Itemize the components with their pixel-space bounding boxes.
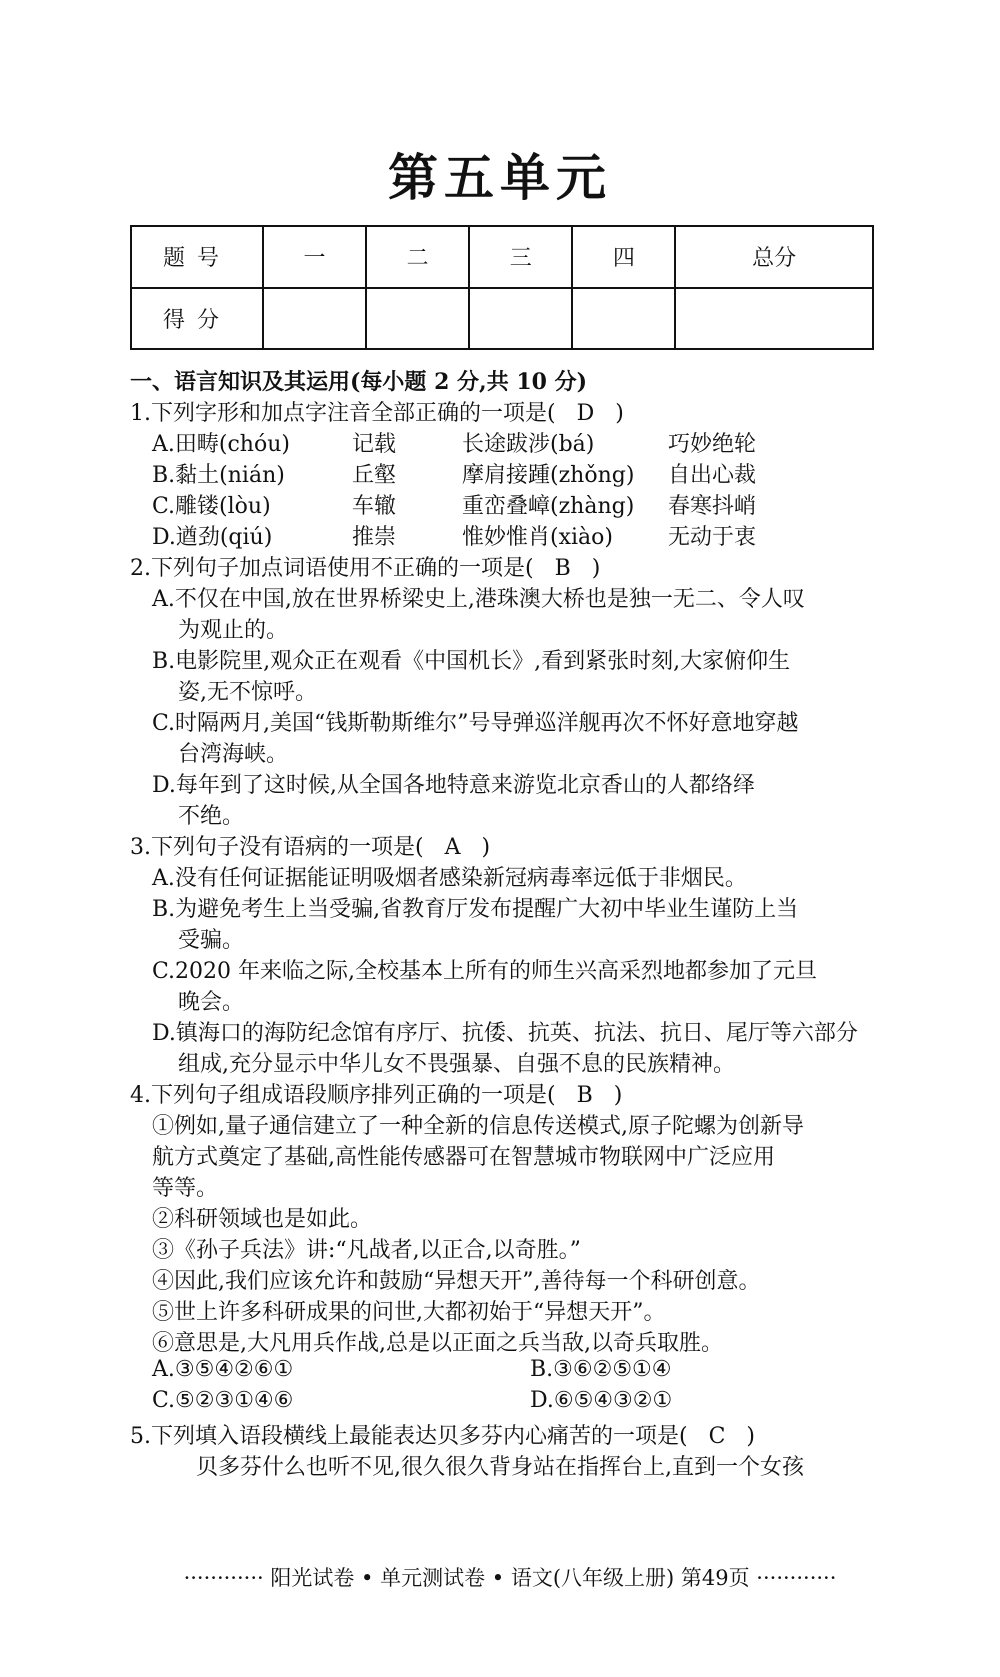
option-cell: C.雕镂(lòu) [152,494,271,519]
sentence-line: ②科研领域也是如此。 [152,1207,373,1232]
answer-mark: B [554,556,571,581]
score-header-cell: 四 [572,226,675,288]
section-heading: 一、语言知识及其运用(每小题 2 分,共 10 分) [130,369,588,395]
question-1-stem [130,396,624,427]
sentence-line: 航方式奠定了基础,高性能传感器可在智慧城市物联网中广泛应用 [152,1145,775,1170]
option-cell: B.③⑥②⑤①④ [530,1357,672,1382]
option-line: A.没有任何证据能证明吸烟者感染新冠病毒率远低于非烟民。 [152,866,747,891]
bracket-close: ) [481,835,491,860]
passage-line: 贝多芬什么也听不见,很久很久背身站在指挥台上,直到一个女孩 [196,1455,804,1480]
option-cell: A.③⑤④②⑥① [152,1357,294,1382]
question-stem-text: 1.下列字形和加点字注音全部正确的一项是( [130,401,556,426]
bracket-close: ) [746,1424,756,1449]
option-cell: C.⑤②③①④⑥ [152,1388,294,1413]
option-cell: D.遒劲(qiú) [152,525,273,550]
bracket-close: ) [615,401,624,426]
option-line: 不绝。 [178,804,245,829]
option-cell: 丘壑 [352,463,397,488]
sentence-line: ⑤世上许多科研成果的问世,大都初始于“异想天开”。 [152,1300,666,1325]
score-blank-cell[interactable] [469,288,572,350]
sentence-line: ⑥意思是,大凡用兵作战,总是以正面之兵当敌,以奇兵取胜。 [152,1331,723,1356]
option-cell: 推崇 [352,525,397,550]
sentence-line: ①例如,量子通信建立了一种全新的信息传送模式,原子陀螺为创新导 [152,1114,804,1139]
option-cell: 车辙 [352,494,397,519]
option-line: 晚会。 [178,990,245,1015]
option-cell: 春寒抖峭 [668,494,757,519]
bracket-close: ) [591,556,601,581]
option-line: 为观止的。 [178,618,289,643]
option-line: D.每年到了这时候,从全国各地特意来游览北京香山的人都络绎 [152,773,755,798]
question-stem-text: 2.下列句子加点词语使用不正确的一项是( [130,556,534,581]
option-cell: 记载 [352,432,397,457]
score-header-cell: 二 [366,226,469,288]
score-row-label: 得分 [131,288,263,350]
answer-mark: B [576,1083,593,1108]
option-line: B.为避免考生上当受骗,省教育厅发布提醒广大初中毕业生谨防上当 [152,897,799,922]
option-cell: 长途跋涉(bá) [462,432,595,457]
score-header-cell: 三 [469,226,572,288]
option-line: C.时隔两月,美国“钱斯勒斯维尔”号导弹巡洋舰再次不怀好意地穿越 [152,711,799,736]
score-table [130,225,874,350]
option-cell: B.黏土(nián) [152,463,285,488]
question-stem-text: 3.下列句子没有语病的一项是( [130,835,424,860]
question-4-stem [130,1078,622,1109]
score-blank-cell[interactable] [263,288,366,350]
score-header-cell: 题号 [131,226,263,288]
score-table-score-row [131,288,873,350]
bracket-close: ) [613,1083,623,1108]
question-5-stem [130,1419,755,1450]
option-line: D.镇海口的海防纪念馆有序厅、抗倭、抗英、抗法、抗日、尾厅等六部分 [152,1021,858,1046]
score-table-header-row [131,226,873,288]
option-line: 受骗。 [178,928,245,953]
sentence-line: 等等。 [152,1176,219,1201]
question-stem-text: 4.下列句子组成语段顺序排列正确的一项是( [130,1083,556,1108]
answer-mark: D [576,401,595,426]
option-line: 台湾海峡。 [178,742,289,767]
answer-mark: A [444,835,461,860]
option-cell: 巧妙绝轮 [668,432,757,457]
option-line: C.2020 年来临之际,全校基本上所有的师生兴高采烈地都参加了元旦 [152,959,818,984]
option-cell: 自出心裁 [668,463,757,488]
option-cell: 摩肩接踵(zhǒng) [462,463,635,488]
sentence-line: ③《孙子兵法》讲:“凡战者,以正合,以奇胜。” [152,1238,581,1263]
option-line: A.不仅在中国,放在世界桥梁史上,港珠澳大桥也是独一无二、令人叹 [152,587,805,612]
score-header-cell: 一 [263,226,366,288]
page-footer: ············ 阳光试卷 • 单元测试卷 • 语文(八年级上册) 第49页 ············ [183,1566,837,1590]
question-2-stem [130,551,600,582]
sentence-line: ④因此,我们应该允许和鼓励“异想天开”,善待每一个科研创意。 [152,1269,761,1294]
score-blank-cell[interactable] [572,288,675,350]
answer-mark: C [708,1424,726,1449]
score-header-cell: 总分 [675,226,873,288]
page-title: 第五单元 [388,148,612,207]
option-cell: D.⑥⑤④③②① [530,1388,673,1413]
option-cell: 惟妙惟肖(xiào) [462,525,613,550]
question-3-stem [130,830,490,861]
option-cell: A.田畴(chóu) [152,432,290,457]
question-stem-text: 5.下列填入语段横线上最能表达贝多芬内心痛苦的一项是( [130,1424,688,1449]
option-line: 组成,充分显示中华儿女不畏强暴、自强不息的民族精神。 [178,1052,735,1077]
score-blank-cell[interactable] [675,288,873,350]
option-line: 姿,无不惊呼。 [178,680,317,705]
option-cell: 重峦叠嶂(zhàng) [462,494,635,519]
option-line: B.电影院里,观众正在观看《中国机长》,看到紧张时刻,大家俯仰生 [152,649,791,674]
score-blank-cell[interactable] [366,288,469,350]
option-cell: 无动于衷 [668,525,757,550]
